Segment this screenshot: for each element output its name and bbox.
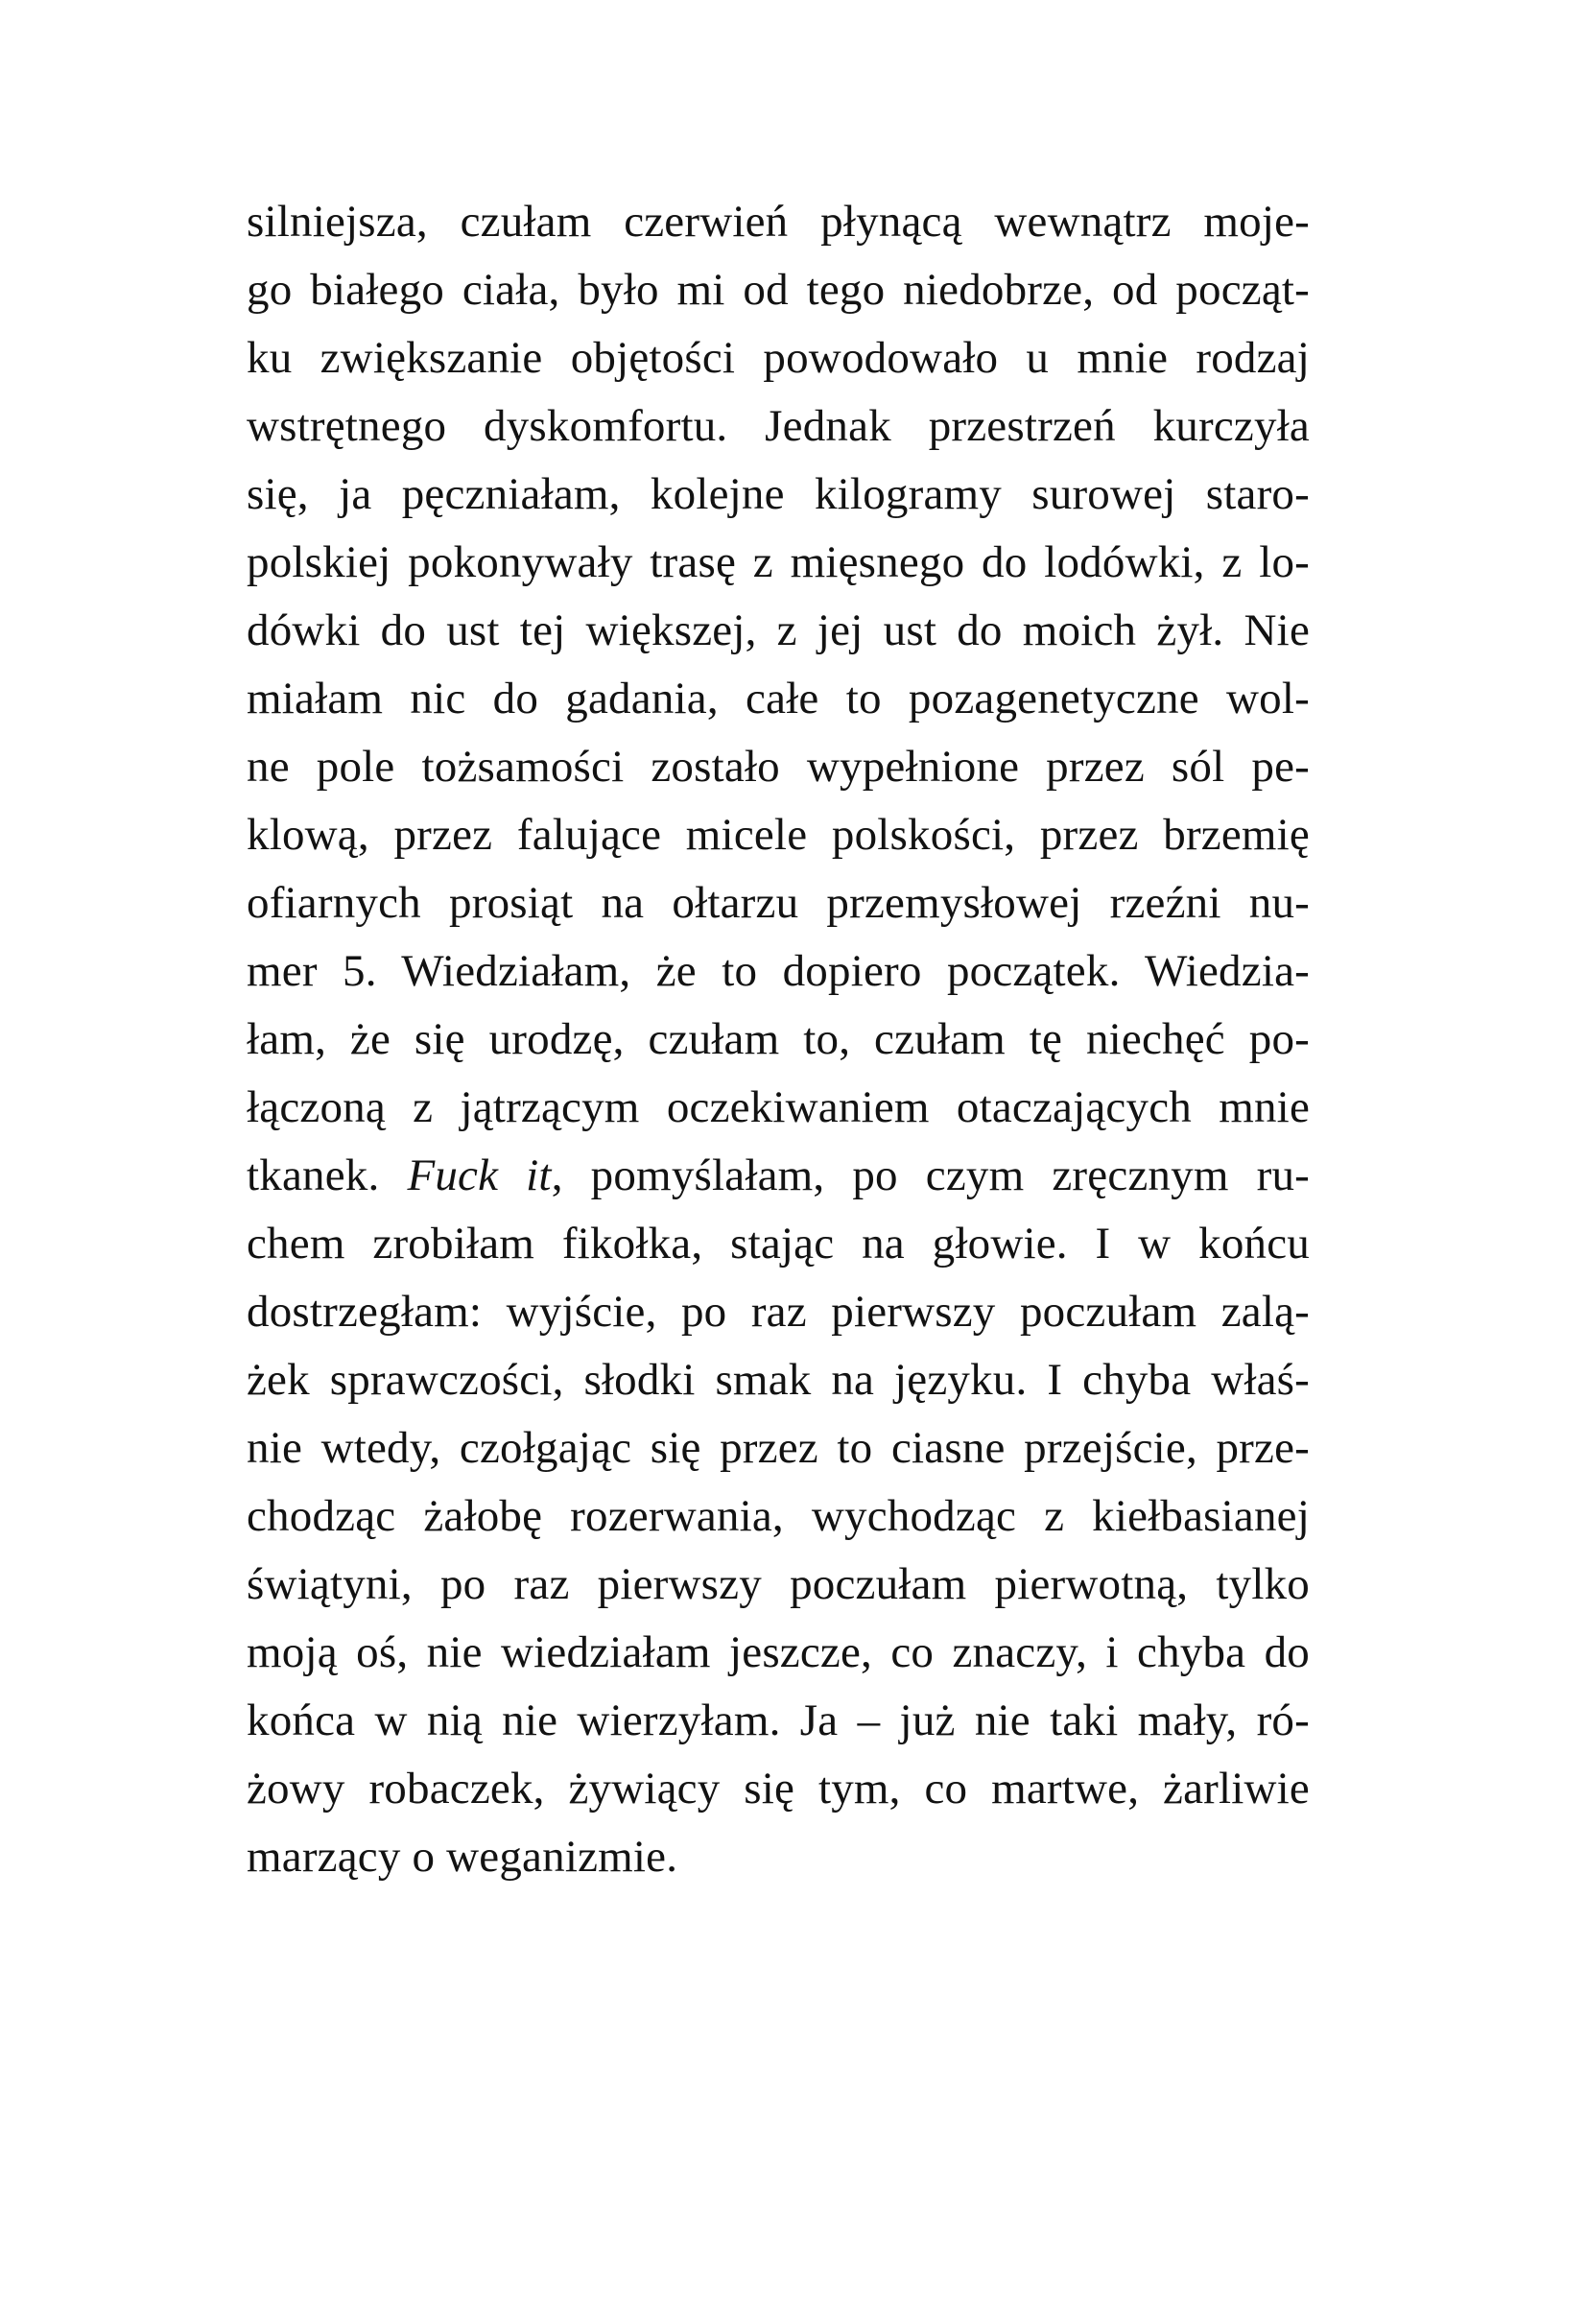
- text-segment: łam, że się urodzę, czułam to, czułam tę niechęć po-: [247, 1014, 1310, 1064]
- text-line: [247, 1278, 1310, 1346]
- text-line: [247, 188, 1310, 256]
- text-segment: marzący o weganizmie.: [247, 1832, 678, 1882]
- text-line: [247, 324, 1310, 392]
- text-line: [247, 392, 1310, 461]
- text-line: [247, 665, 1310, 733]
- text-segment: dostrzegłam: wyjście, po raz pierwszy poczułam zalą-: [247, 1287, 1310, 1337]
- text-line: [247, 937, 1310, 1006]
- text-segment: ne pole tożsamości zostało wypełnione przez sól pe-: [247, 742, 1310, 792]
- text-segment: nie wtedy, czołgając się przez to ciasne przejście, prze-: [247, 1423, 1310, 1473]
- text-segment: świątyni, po raz pierwszy poczułam pierwotną, tylko: [247, 1559, 1310, 1609]
- text-segment: wstrętnego dyskomfortu. Jednak przestrzeń kurczyła: [247, 401, 1310, 451]
- text-line: [247, 1551, 1310, 1619]
- text-line: [247, 597, 1310, 665]
- text-segment: polskiej pokonywały trasę z mięsnego do lodówki, z lo-: [247, 537, 1310, 587]
- text-line: [247, 461, 1310, 529]
- text-line: [247, 1074, 1310, 1142]
- text-segment: ku zwiększanie objętości powodowało u mnie rodzaj: [247, 333, 1310, 383]
- text-line: [247, 801, 1310, 869]
- text-line: [247, 1482, 1310, 1551]
- text-segment: żowy robaczek, żywiący się tym, co martwe, żarliwie: [247, 1764, 1310, 1814]
- text-line: [247, 1414, 1310, 1482]
- text-segment: go białego ciała, było mi od tego niedobrze, od począt-: [247, 265, 1310, 315]
- text-line: [247, 869, 1310, 937]
- text-block: [247, 188, 1310, 1891]
- text-line: [247, 1210, 1310, 1278]
- text-line: [247, 733, 1310, 801]
- text-segment: , pomyślałam, po czym zręcznym ru-: [551, 1150, 1311, 1200]
- text-line: [247, 1687, 1310, 1755]
- text-line: [247, 529, 1310, 597]
- text-segment: silniejsza, czułam czerwień płynącą wewnątrz moje-: [247, 197, 1310, 247]
- text-segment: moją oś, nie wiedziałam jeszcze, co znaczy, i chyba do: [247, 1627, 1310, 1677]
- text-line: [247, 256, 1310, 324]
- text-segment: chodząc żałobę rozerwania, wychodząc z kiełbasianej: [247, 1491, 1310, 1541]
- text-line: [247, 1755, 1310, 1823]
- text-segment: mer 5. Wiedziałam, że to dopiero początek. Wiedzia-: [247, 946, 1310, 996]
- text-segment: miałam nic do gadania, całe to pozagenetyczne wol-: [247, 674, 1310, 723]
- text-segment: dówki do ust tej większej, z jej ust do moich żył. Nie: [247, 605, 1310, 655]
- text-segment: żek sprawczości, słodki smak na języku. I chyba właś-: [247, 1355, 1310, 1405]
- text-segment: klową, przez falujące micele polskości, przez brzemię: [247, 810, 1310, 860]
- text-segment: ofiarnych prosiąt na ołtarzu przemysłowej rzeźni nu-: [247, 878, 1310, 928]
- text-line: [247, 1346, 1310, 1414]
- italic-text-segment: Fuck it: [407, 1150, 552, 1200]
- text-segment: tkanek.: [247, 1150, 408, 1200]
- text-segment: chem zrobiłam fikołka, stając na głowie. I w końcu: [247, 1219, 1310, 1269]
- text-segment: końca w nią nie wierzyłam. Ja – już nie taki mały, ró-: [247, 1696, 1310, 1745]
- text-line: [247, 1142, 1310, 1210]
- text-line: [247, 1619, 1310, 1687]
- text-line: [247, 1823, 1310, 1891]
- text-line: [247, 1006, 1310, 1074]
- text-segment: się, ja pęczniałam, kolejne kilogramy surowej staro-: [247, 469, 1310, 519]
- text-segment: łączoną z jątrzącym oczekiwaniem otaczających mnie: [247, 1082, 1310, 1132]
